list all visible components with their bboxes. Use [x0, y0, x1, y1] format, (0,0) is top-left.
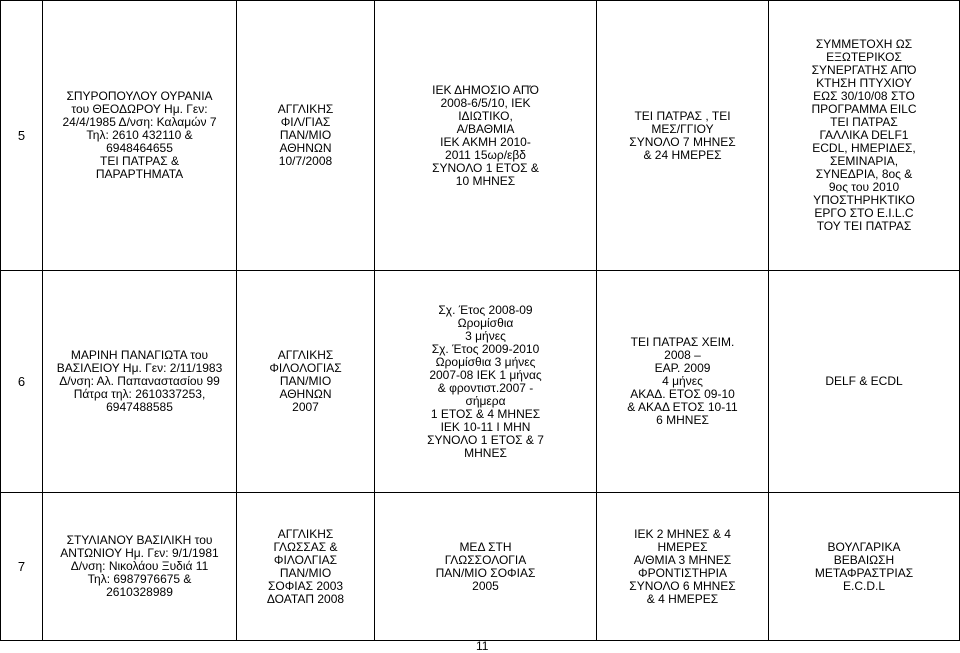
teaching-experience-cell: ΙΕΚ ΔΗΜΟΣΙΟ ΑΠΌ 2008-6/5/10, ΙΕΚ ΙΔΙΩΤΙΚΟ, Α/ΒΑΘΜΙΑ ΙΕΚ ΑΚΜΗ 2010- 2011 15ωρ/εβδ ΣΥΝΟΛΟ 1 ΕΤΟΣ & 10 ΜΗΝΕΣ: [375, 1, 597, 271]
tei-experience-cell: ΤΕΙ ΠΑΤΡΑΣ , ΤΕΙ ΜΕΣ/ΓΓΙΟΥ ΣΥΝΟΛΟ 7 ΜΗΝΕΣ & 24 ΗΜΕΡΕΣ: [597, 1, 769, 271]
degree-cell: ΑΓΓΛΙΚΗΣ ΦΙΛΟΛΟΓΙΑΣ ΠΑΝ/ΜΙΟ ΑΘΗΝΩΝ 2007: [237, 271, 375, 493]
person-details-cell: ΜΑΡΙΝΗ ΠΑΝΑΓΙΩΤΑ του ΒΑΣΙΛΕΙΟΥ Ημ. Γεν: 2/11/1983 Δ/νση: Αλ. Παπαναστασίου 99 Πάτρα τηλ: 2610337253, 6947488585: [43, 271, 237, 493]
row-number: 5: [1, 1, 43, 271]
teaching-experience-cell: Σχ. Έτος 2008-09 Ωρομίσθια 3 μήνες Σχ. Έτος 2009-2010 Ωρομίσθια 3 μήνες 2007-08 ΙΕΚ 1 μήνας & φροντιστ.2007 - σήμερα 1 ΕΤΟΣ & 4 ΜΗΝΕΣ ΙΕΚ 10-11 Ι ΜΗΝ ΣΥΝΟΛΟ 1 ΕΤΟΣ & 7 ΜΗΝΕΣ: [375, 271, 597, 493]
person-details-cell: ΣΤΥΛΙΑΝΟΥ ΒΑΣΙΛΙΚΗ του ΑΝΤΩΝΙΟΥ Ημ. Γεν: 9/1/1981 Δ/νση: Νικολάου Ξυδιά 11 Τηλ: 6987976675 & 2610328989: [43, 493, 237, 641]
row-number: 7: [1, 493, 43, 641]
tei-experience-cell: ΤΕΙ ΠΑΤΡΑΣ ΧΕΙΜ. 2008 – ΕΑΡ. 2009 4 μήνες ΑΚΑΔ. ΕΤΟΣ 09-10 & ΑΚΑΔ ΕΤΟΣ 10-11 6 ΜΗΝΕΣ: [597, 271, 769, 493]
table-row: [1, 271, 960, 493]
tei-experience-cell: ΙΕΚ 2 ΜΗΝΕΣ & 4 ΗΜΕΡΕΣ Α/ΘΜΙΑ 3 ΜΗΝΕΣ ΦΡΟΝΤΙΣΤΗΡΙΑ ΣΥΝΟΛΟ 6 ΜΗΝΕΣ & 4 ΗΜΕΡΕΣ: [597, 493, 769, 641]
table-row: [1, 1, 960, 271]
person-details-cell: ΣΠΥΡΟΠΟΥΛΟΥ ΟΥΡΑΝΙΑ του ΘΕΟΔΩΡΟΥ Ημ. Γεν: 24/4/1985 Δ/νση: Καλαμών 7 Τηλ: 2610 432110 & 6948464655 ΤΕΙ ΠΑΤΡΑΣ & ΠΑΡΑΡΤΗΜΑΤΑ: [43, 1, 237, 271]
degree-cell: ΑΓΓΛΙΚΗΣ ΓΛΩΣΣΑΣ & ΦΙΛΟΛΓΙΑΣ ΠΑΝ/ΜΙΟ ΣΟΦΙΑΣ 2003 ΔΟΑΤΑΠ 2008: [237, 493, 375, 641]
additional-qualifications-cell: DELF & ECDL: [769, 271, 960, 493]
additional-qualifications-cell: ΣΥΜΜΕΤΟΧΗ ΩΣ ΕΞΩΤΕΡΙΚΟΣ ΣΥΝΕΡΓΑΤΗΣ ΑΠΌ ΚΤΗΣΗ ΠΤΥΧΙΟΥ ΕΩΣ 30/10/08 ΣΤΟ ΠΡΟΓΡΑΜΜΑ EILC ΤΕΙ ΠΑΤΡΑΣ ΓΑΛΛΙΚΑ DELF1 ECDL, ΗΜΕΡΙΔΕΣ, ΣΕΜΙΝΑΡΙΑ, ΣΥΝΕΔΡΙΑ, 8ος & 9ος του 2010 ΥΠΟΣΤΗΡΗΚΤΙΚΟ ΕΡΓΟ ΣΤΟ Ε.Ι.L.C ΤΟΥ ΤΕΙ ΠΑΤΡΑΣ: [769, 1, 960, 271]
degree-cell: ΑΓΓΛΙΚΗΣ ΦΙΛ/ΓΙΑΣ ΠΑΝ/ΜΙΟ ΑΘΗΝΩΝ 10/7/2008: [237, 1, 375, 271]
page-number: 11: [476, 639, 489, 653]
table-row: [1, 493, 960, 641]
additional-qualifications-cell: ΒΟΥΛΓΑΡΙΚΑ ΒΕΒΑΙΩΣΗ ΜΕΤΑΦΡΑΣΤΡΙΑΣ E.C.D.L: [769, 493, 960, 641]
teaching-experience-cell: ΜΕΔ ΣΤΗ ΓΛΩΣΣΟΛΟΓΙΑ ΠΑΝ/ΜΙΟ ΣΟΦΙΑΣ 2005: [375, 493, 597, 641]
row-number: 6: [1, 271, 43, 493]
